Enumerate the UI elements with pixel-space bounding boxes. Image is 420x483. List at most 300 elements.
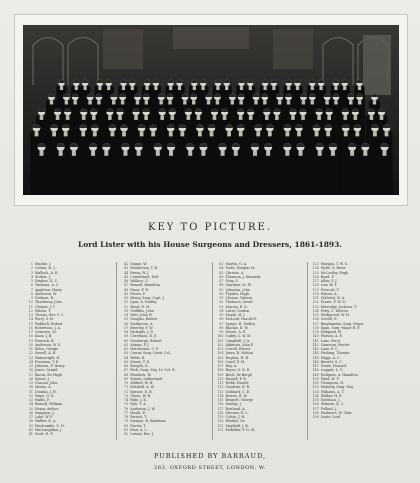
key-entry-name: Druitt, Howard xyxy=(320,364,347,368)
key-entry-name: Stuart, T. D. xyxy=(130,359,151,364)
key-entry-number: 115 xyxy=(217,398,224,402)
key-entry-number: 6 xyxy=(30,283,33,288)
key-entry-number: 99 xyxy=(219,330,224,334)
key-subtitle: Lord Lister with his House Surgeons and Dressers, 1861-1893. xyxy=(78,240,342,249)
group-photograph xyxy=(23,25,399,195)
key-entry-number: 68 xyxy=(124,372,129,377)
key-entry-name: Webb, Harold xyxy=(225,381,249,385)
key-entry-name: Mayfield, J. B. xyxy=(225,423,249,428)
key-entry-name: Anderson, J. W. xyxy=(130,406,156,411)
key-entry-name: Thompson, H. xyxy=(320,381,345,385)
key-entry-name: Davies, T. xyxy=(130,423,147,428)
key-entry-number: 97 xyxy=(219,321,224,326)
key-entry-number: 136 xyxy=(312,317,319,322)
key-entry-number: 47 xyxy=(124,283,129,288)
key-entry-number: 16 xyxy=(28,325,33,330)
key-entry-number: 30 xyxy=(28,385,33,390)
key-entry-name: Carmichael, Neil xyxy=(130,274,159,279)
key-entry-number: 74 xyxy=(124,398,129,402)
key-entry-name: Paddock, Robert xyxy=(35,321,63,326)
key-entry-number: 95 xyxy=(219,313,224,317)
key-entry-name: Lennie, Rev. J. xyxy=(130,432,154,436)
key-entry-name: Marsh, H. J. xyxy=(225,313,246,317)
key-entry-name: Hutchinson, C. F. xyxy=(130,347,159,351)
key-entry-number: 89 xyxy=(219,287,224,292)
key-entry-name: Pyle, T. A. xyxy=(130,402,147,407)
key-entry-number: 85 xyxy=(219,270,224,275)
key-entry-name: Petty, C. Warren xyxy=(320,308,348,313)
key-entry-name: Prescott, T. xyxy=(320,287,340,292)
key-entry-number: 63 xyxy=(124,351,129,356)
name-key-columns xyxy=(22,262,402,440)
key-entry-number: 141 xyxy=(312,338,319,343)
key-entry-name: Heath, E. xyxy=(130,410,147,415)
key-entry-name: Mackie, J. xyxy=(35,262,52,266)
key-entry-number: 148 xyxy=(312,368,319,373)
key-entry-number: 76 xyxy=(124,406,129,411)
key-entry-name: Henry, Arthur xyxy=(35,406,59,411)
key-entry-name: Winter, Sutherland xyxy=(130,376,162,381)
key-entry-name: Wedgwood, W. H. xyxy=(320,313,350,317)
key-entry-number: 146 xyxy=(312,359,319,364)
key-entry-name: Peck, Surg. Maj. Lt.-Col. R. xyxy=(130,368,176,373)
key-entry-name: Lane, F. C. xyxy=(320,347,339,351)
key-entry-number: 140 xyxy=(312,334,319,339)
key-entry-name: Caddy, C. W. M. xyxy=(225,334,252,339)
key-entry-number: 15 xyxy=(28,321,33,326)
key-entry-number: 28 xyxy=(28,376,33,381)
key-entry-number: 151 xyxy=(312,381,319,385)
key-entry-name: Binghamton, Surg.-Major xyxy=(320,321,364,326)
key-entry-number: 107 xyxy=(217,364,224,368)
key-entry-number: 12 xyxy=(28,308,33,313)
key-entry-number: 150 xyxy=(312,376,319,381)
key-entry-number: 26 xyxy=(28,368,33,373)
key-entry-name: Henderson, T. B. xyxy=(130,266,159,271)
key-entry-name: McKellar, P. D. M. xyxy=(225,427,256,432)
key-entry-number: 53 xyxy=(124,308,129,313)
key-entry-number: 22 xyxy=(28,351,33,356)
key-entry-name: Moore, A. E. xyxy=(225,330,247,334)
key-entry-number: 124 xyxy=(312,266,319,271)
key-entry-number: 119 xyxy=(217,415,224,419)
key-entry-name: Bond, F. xyxy=(320,274,335,279)
key-entry-number: 45 xyxy=(124,274,129,279)
key-entry-number: 106 xyxy=(217,359,224,364)
key-entry-number: 122 xyxy=(217,427,224,432)
name-column-3 xyxy=(212,262,307,440)
key-entry-name: Peters, F. xyxy=(130,291,146,296)
key-entry-name: Toole, Douglas M. xyxy=(225,266,256,271)
key-entry-name: Cameron, M. xyxy=(35,330,57,334)
key-entry-number: 10 xyxy=(28,300,33,305)
key-entry-number: 114 xyxy=(217,393,224,398)
key-entry-name: Wylie, S. Howe xyxy=(320,266,346,271)
key-entry-name: Green, W. B. xyxy=(130,393,151,398)
key-entry-name: Gilchrist, R. A. xyxy=(320,296,346,300)
key-entry-name: Weekes, Dr. xyxy=(225,419,246,424)
key-entry-number: 67 xyxy=(124,368,129,373)
key-entry-number: 46 xyxy=(124,279,129,283)
name-column-2 xyxy=(116,262,211,440)
key-entry-name: Sampson, J. xyxy=(35,410,55,415)
group-photograph-image xyxy=(23,25,399,195)
key-entry-name: McLeod, Harold E. xyxy=(225,317,258,322)
key-entry-number: 69 xyxy=(124,376,129,381)
key-entry-number: 83 xyxy=(219,262,224,266)
key-entry-number: 66 xyxy=(124,364,129,368)
key-entry-number: 105 xyxy=(217,355,224,360)
key-entry-name: Woolcombe, G. N. xyxy=(35,423,65,428)
key-entry-name: Pushing, Thomas xyxy=(320,351,350,356)
key-entry-name: Swayne, H. Barnham xyxy=(130,419,166,424)
key-entry-name: Appleton, Harry xyxy=(35,287,62,292)
key-entry-number: 1 xyxy=(30,262,33,266)
key-entry-number: 104 xyxy=(217,351,224,356)
key-entry-number: 112 xyxy=(217,385,224,390)
key-entry-name: Atkinson, John P. xyxy=(225,342,254,347)
key-entry-number: 126 xyxy=(312,274,319,279)
key-entry-number: 132 xyxy=(312,300,319,305)
key-entry-number: 110 xyxy=(217,376,224,381)
key-entry-number: 92 xyxy=(219,300,224,305)
key-entry-name: Penny, W. J. xyxy=(130,270,150,275)
key-entry-name: Baron, Sir Hugh xyxy=(35,372,63,377)
key-entry-name: Blackie, R. W. xyxy=(225,325,249,330)
key-entry-number: 65 xyxy=(124,359,129,364)
key-entry-number: 38 xyxy=(28,419,33,424)
key-entry-name: Moberly, Surg.-Maj. xyxy=(320,385,354,390)
key-entry-number: 52 xyxy=(124,304,129,309)
key-entry-name: Lyon, A. Dudley xyxy=(130,300,157,305)
key-entry-number: 57 xyxy=(124,325,129,330)
key-entry-number: 90 xyxy=(219,291,224,296)
key-entry-number: 4 xyxy=(30,274,33,279)
key-entry-name: Nunn, F. E. xyxy=(130,287,149,292)
key-entry-name: Thomson, J. Kennedy xyxy=(225,274,261,279)
key-entry-name: Johnston, John xyxy=(225,287,250,292)
key-entry-name: Griffiths, John xyxy=(130,308,154,313)
key-entry-number: 60 xyxy=(124,338,129,343)
key-entry-number: 100 xyxy=(217,334,224,339)
key-entry-name: Thorpe, Rev. V. C. xyxy=(35,313,65,317)
key-entry-name: Cameron, Hector xyxy=(320,342,350,347)
key-entry-name: Ward, H. P. xyxy=(320,376,340,381)
key-entry-number: 11 xyxy=(28,304,33,309)
key-entry-name: Dugan, W. xyxy=(130,262,148,266)
key-entry-name: Brierley, F. W. xyxy=(130,325,154,330)
key-entry xyxy=(25,432,116,436)
key-entry-name: Martin, G. A. xyxy=(225,262,248,266)
key-entry-name: Alldred, W. H. xyxy=(130,381,154,385)
key-entry-number: 18 xyxy=(28,334,33,339)
key-entry-number: 44 xyxy=(124,270,129,275)
key-entry-number: 123 xyxy=(312,262,319,266)
key-entry-number: 2 xyxy=(30,266,33,271)
key-entry-name: Dickson, R. xyxy=(35,296,54,300)
key-entry-number: 143 xyxy=(312,347,319,351)
key-entry-name: McCarthy, Hugh xyxy=(320,270,349,275)
key-entry-number: 117 xyxy=(217,406,224,411)
key-entry-number: 21 xyxy=(28,347,33,351)
key-entry-number: 154 xyxy=(312,393,319,398)
key-entry-name: Douglas, Robert xyxy=(130,317,158,322)
key-entry-number: 103 xyxy=(217,347,224,351)
key-entry-number: 125 xyxy=(312,270,319,275)
key-entry-name: Lister, Lord xyxy=(320,415,341,419)
key-entry-number: 82 xyxy=(124,432,129,436)
key-entry-name: Fenwick, R. xyxy=(35,338,55,343)
key-entry-number: 86 xyxy=(219,274,224,279)
key-entry-name: MacLaughlan, J. xyxy=(35,427,63,432)
key-entry-name: Barrett, S. C. xyxy=(320,359,343,364)
key-entry-name: Lane, Percy xyxy=(320,338,341,343)
key-entry-number: 128 xyxy=(312,283,319,288)
key-entry-number: 93 xyxy=(219,304,224,309)
key-entry-name: Law, W. T. xyxy=(320,283,338,288)
key-entry-name: Wilson, T. xyxy=(35,308,52,313)
key-entry-name: Williams, A. T. xyxy=(320,389,345,394)
key-entry-name: Thyden, Hugh xyxy=(225,291,250,296)
key-entry-number: 158 xyxy=(312,410,319,415)
photograph-mount xyxy=(14,14,408,206)
key-entry-name: Wane, G. D. xyxy=(35,393,55,398)
key-entry-name: Hale, J. K. xyxy=(130,398,147,402)
key-entry-number: 142 xyxy=(312,342,319,347)
key-entry-number: 131 xyxy=(312,296,319,300)
key-entry-name: Gilmore, K. C. xyxy=(320,402,345,407)
key-entry-number: 20 xyxy=(28,342,33,347)
key-entry-name: Lister, Gordon xyxy=(225,308,250,313)
key-entry-number: 156 xyxy=(312,402,319,407)
key-entry-name: Jones, Gerald xyxy=(35,368,58,373)
key-entry-number: 61 xyxy=(124,342,129,347)
key-entry-name: Cowell, Ernest xyxy=(225,347,251,351)
key-entry-number: 48 xyxy=(124,287,129,292)
key-entry-number: 3 xyxy=(30,270,33,275)
key-entry-name: Stevens, D. L. xyxy=(225,410,249,415)
key-entry-number: 87 xyxy=(219,279,224,283)
key-entry-number: 111 xyxy=(217,381,224,385)
key-entry-name: Forsyth, D. xyxy=(130,364,149,368)
key-entry-number: 36 xyxy=(28,410,33,415)
key-entry-number: 27 xyxy=(28,372,33,377)
key-entry-name: Kelso, George xyxy=(35,347,59,351)
key-entry-number: 43 xyxy=(124,266,129,271)
key-entry-name: Wallace, G. xyxy=(130,279,149,283)
key-entry-name: Cheyne, Watson xyxy=(225,296,253,300)
key-entry-number: 109 xyxy=(217,372,224,377)
key-entry-name: Higgs, A. C. xyxy=(320,355,341,360)
key-entry-number: 29 xyxy=(28,381,33,385)
key-entry-name: Richards, J. D. xyxy=(130,330,154,334)
key-entry-name: Goddard, C. E. xyxy=(225,389,251,394)
key-entry-number: 98 xyxy=(219,325,224,330)
key-entry-name: Dundas, J. H. xyxy=(35,389,57,394)
key-entry-number: 113 xyxy=(217,389,224,394)
key-entry-number: 59 xyxy=(124,334,129,339)
key-entry-number: 101 xyxy=(217,338,224,343)
key-entry-name: Rowland, A. xyxy=(225,406,246,411)
key-entry-name: Morgan, T. W. S. xyxy=(320,262,348,266)
key-entry-name: Russell, William xyxy=(35,402,62,407)
key-entry-name: Goodwin, E. R. xyxy=(225,385,251,390)
key-entry-number: 127 xyxy=(312,279,319,283)
key-entry xyxy=(120,432,211,436)
key-entry-number: 138 xyxy=(312,325,319,330)
key-entry-number: 153 xyxy=(312,389,319,394)
key-entry-number: 50 xyxy=(124,296,129,300)
key-entry-name: Wood, E. M. xyxy=(130,304,151,309)
key-entry-name: Haydon, H. B. xyxy=(225,355,249,360)
key-entry-number: 88 xyxy=(219,283,224,288)
key-entry-number: 81 xyxy=(124,427,129,432)
key-entry-number: 13 xyxy=(28,313,33,317)
key-entry-name: Newburgh, Robert xyxy=(130,338,162,343)
key-entry-number: 17 xyxy=(28,330,33,334)
key-entry-number: 129 xyxy=(312,287,319,292)
key-entry-name: Johnson, F. Henry xyxy=(35,364,65,368)
publisher-address: 263, OXFORD STREET, LONDON, W. xyxy=(154,465,266,471)
key-entry-name: Wainwright, H. xyxy=(35,355,61,360)
key-entry-name: Wadmore, W. Clair xyxy=(320,410,352,415)
key-entry-name: Boyce, G. R. E. xyxy=(225,368,251,373)
key-entry-name: Jones, R. Nelson xyxy=(225,351,253,356)
key-entry-number: 34 xyxy=(28,402,33,407)
key-entry-name: Crerar, Surg.-Lieut. Col. xyxy=(130,351,171,356)
key-entry-number: 152 xyxy=(312,385,319,390)
key-entry-number: 75 xyxy=(124,402,129,407)
key-entry-number: 8 xyxy=(30,291,33,296)
key-entry-number: 14 xyxy=(28,317,33,322)
key-entry-name: Gray, G. xyxy=(225,279,239,283)
key-entry-name: Watson, A. E. xyxy=(320,334,343,339)
key-entry-number: 135 xyxy=(312,313,319,317)
key-entry xyxy=(216,428,307,432)
key-entry-name: Duncan, John xyxy=(35,381,58,385)
key-entry-number: 40 xyxy=(28,427,33,432)
key-entry-number: 9 xyxy=(30,296,33,300)
key-entry-name: Sewell, A. R. xyxy=(35,351,57,356)
key-entry-number: 77 xyxy=(124,410,129,415)
key-entry-name: Dunlop, J. xyxy=(225,402,242,407)
key-entry-name: Bowen, R. W. xyxy=(225,393,248,398)
key-entry-name: Murray, R. D. xyxy=(225,304,248,309)
key-entry-number: 31 xyxy=(28,389,33,394)
key-entry-number: 145 xyxy=(312,355,319,360)
key-entry-number: 118 xyxy=(217,410,224,415)
key-entry-name: Hay, A. xyxy=(225,364,238,368)
key-entry-name: Stirrudge, Jackson, T. xyxy=(320,304,357,309)
publisher-line: PUBLISHED BY BARRAUD, xyxy=(153,452,267,460)
key-entry-number: 139 xyxy=(312,330,319,334)
key-entry-name: Thackeray, John xyxy=(35,300,62,305)
key-entry-name: Pollard, J. xyxy=(320,406,337,411)
key-entry-number: 78 xyxy=(124,415,129,419)
key-entry-name: Colvin, J. H. xyxy=(225,415,246,419)
key-entry-number: 84 xyxy=(219,266,224,271)
key-entry-name: Anderson, W. S. xyxy=(35,342,62,347)
key-entry-name: Mair, A. C. xyxy=(130,427,148,432)
key-entry-number: 58 xyxy=(124,330,129,334)
key-entry-name: Spence, E. B. xyxy=(130,389,153,394)
key-entry-number: 56 xyxy=(124,321,129,326)
name-column-1 xyxy=(22,262,116,440)
key-entry-number: 80 xyxy=(124,423,129,428)
key-entry-name: Cotton, H. J. xyxy=(35,266,56,271)
key-entry-name: Spicer, J. xyxy=(35,376,50,381)
key-entry-name: Cheetham, R. E. xyxy=(130,334,158,339)
key-entry-number: 51 xyxy=(124,300,129,305)
key-entry-number: 155 xyxy=(312,398,319,402)
key-entry-name: Freeman, T. E. xyxy=(35,359,60,364)
key-entry-number: 73 xyxy=(124,393,129,398)
key-entry-number: 149 xyxy=(312,372,319,377)
key-entry-number: 39 xyxy=(28,423,33,428)
key-entry-name: Cowell, E. xyxy=(320,317,338,322)
key-entry-name: Lake, W. F. xyxy=(35,415,53,419)
key-entry-name: Walker, E. A. xyxy=(35,419,57,424)
key-entry-name: Egan, Surg.-Major R. P. xyxy=(320,325,360,330)
key-entry-number: 120 xyxy=(217,419,224,424)
key-entry-number: 41 xyxy=(28,432,33,436)
key-entry-number: 108 xyxy=(217,368,224,373)
key-entry-number: 133 xyxy=(312,304,319,309)
key-entry-name: Robertson, J. A. xyxy=(35,325,61,330)
key-entry-name: Cheyne, J. T. xyxy=(35,304,56,309)
key-entry-name: Scott, E. P. xyxy=(35,432,53,436)
key-entry-name: Henry, Surg.-Capt. J. xyxy=(130,296,165,300)
key-entry-number: 79 xyxy=(124,419,129,424)
key-entry-number: 64 xyxy=(124,355,129,360)
key-entry-number: 159 xyxy=(312,415,319,419)
key-entry-name: Caird, F. M. xyxy=(225,359,246,364)
key-entry-name: Davidson, J. xyxy=(320,398,341,402)
key-entry-number: 157 xyxy=(312,406,319,411)
key-entry-number: 37 xyxy=(28,415,33,419)
key-entry-name: Habgood, W. xyxy=(320,330,342,334)
key-entry-number: 62 xyxy=(124,347,129,351)
key-entry-number: 49 xyxy=(124,291,129,296)
key-entry-name: Birch, de Burgh xyxy=(225,372,253,377)
key-entry-number: 7 xyxy=(30,287,33,292)
key-entry-number: 71 xyxy=(124,385,129,390)
key-entry-number: 137 xyxy=(312,321,319,326)
key-entry-number: 24 xyxy=(28,359,33,364)
key-entry-number: 54 xyxy=(124,313,129,317)
key-entry-number: 134 xyxy=(312,308,319,313)
key-entry-number: 72 xyxy=(124,389,129,394)
key-entry-number: 42 xyxy=(124,262,129,266)
key-entry-name: Webb, H. xyxy=(130,355,146,360)
key-entry-name: Fraser, F. W. D. xyxy=(320,300,346,305)
key-entry-name: Christie, A. xyxy=(225,270,245,275)
key-entry-name: Stokoe, J. xyxy=(35,274,51,279)
key-entry-number: 94 xyxy=(219,308,224,313)
key-entry-number: 91 xyxy=(219,296,224,300)
key-entry-name: Leggatt, L. V. xyxy=(320,368,343,373)
key-entry xyxy=(311,415,402,419)
key-entry-name: Murdoch, W. xyxy=(130,372,152,377)
key-entry-name: Adams, P. J. xyxy=(130,342,150,347)
key-entry-name: Parrott, T. xyxy=(130,415,147,419)
name-column-4 xyxy=(307,262,402,440)
key-entry-number: 116 xyxy=(217,402,224,407)
key-entry-number: 25 xyxy=(28,364,33,368)
key-entry-name: Knox, J. B. xyxy=(35,334,53,339)
key-entry-name: Campbell, J. A. xyxy=(225,338,251,343)
key-entry-number: 32 xyxy=(28,393,33,398)
